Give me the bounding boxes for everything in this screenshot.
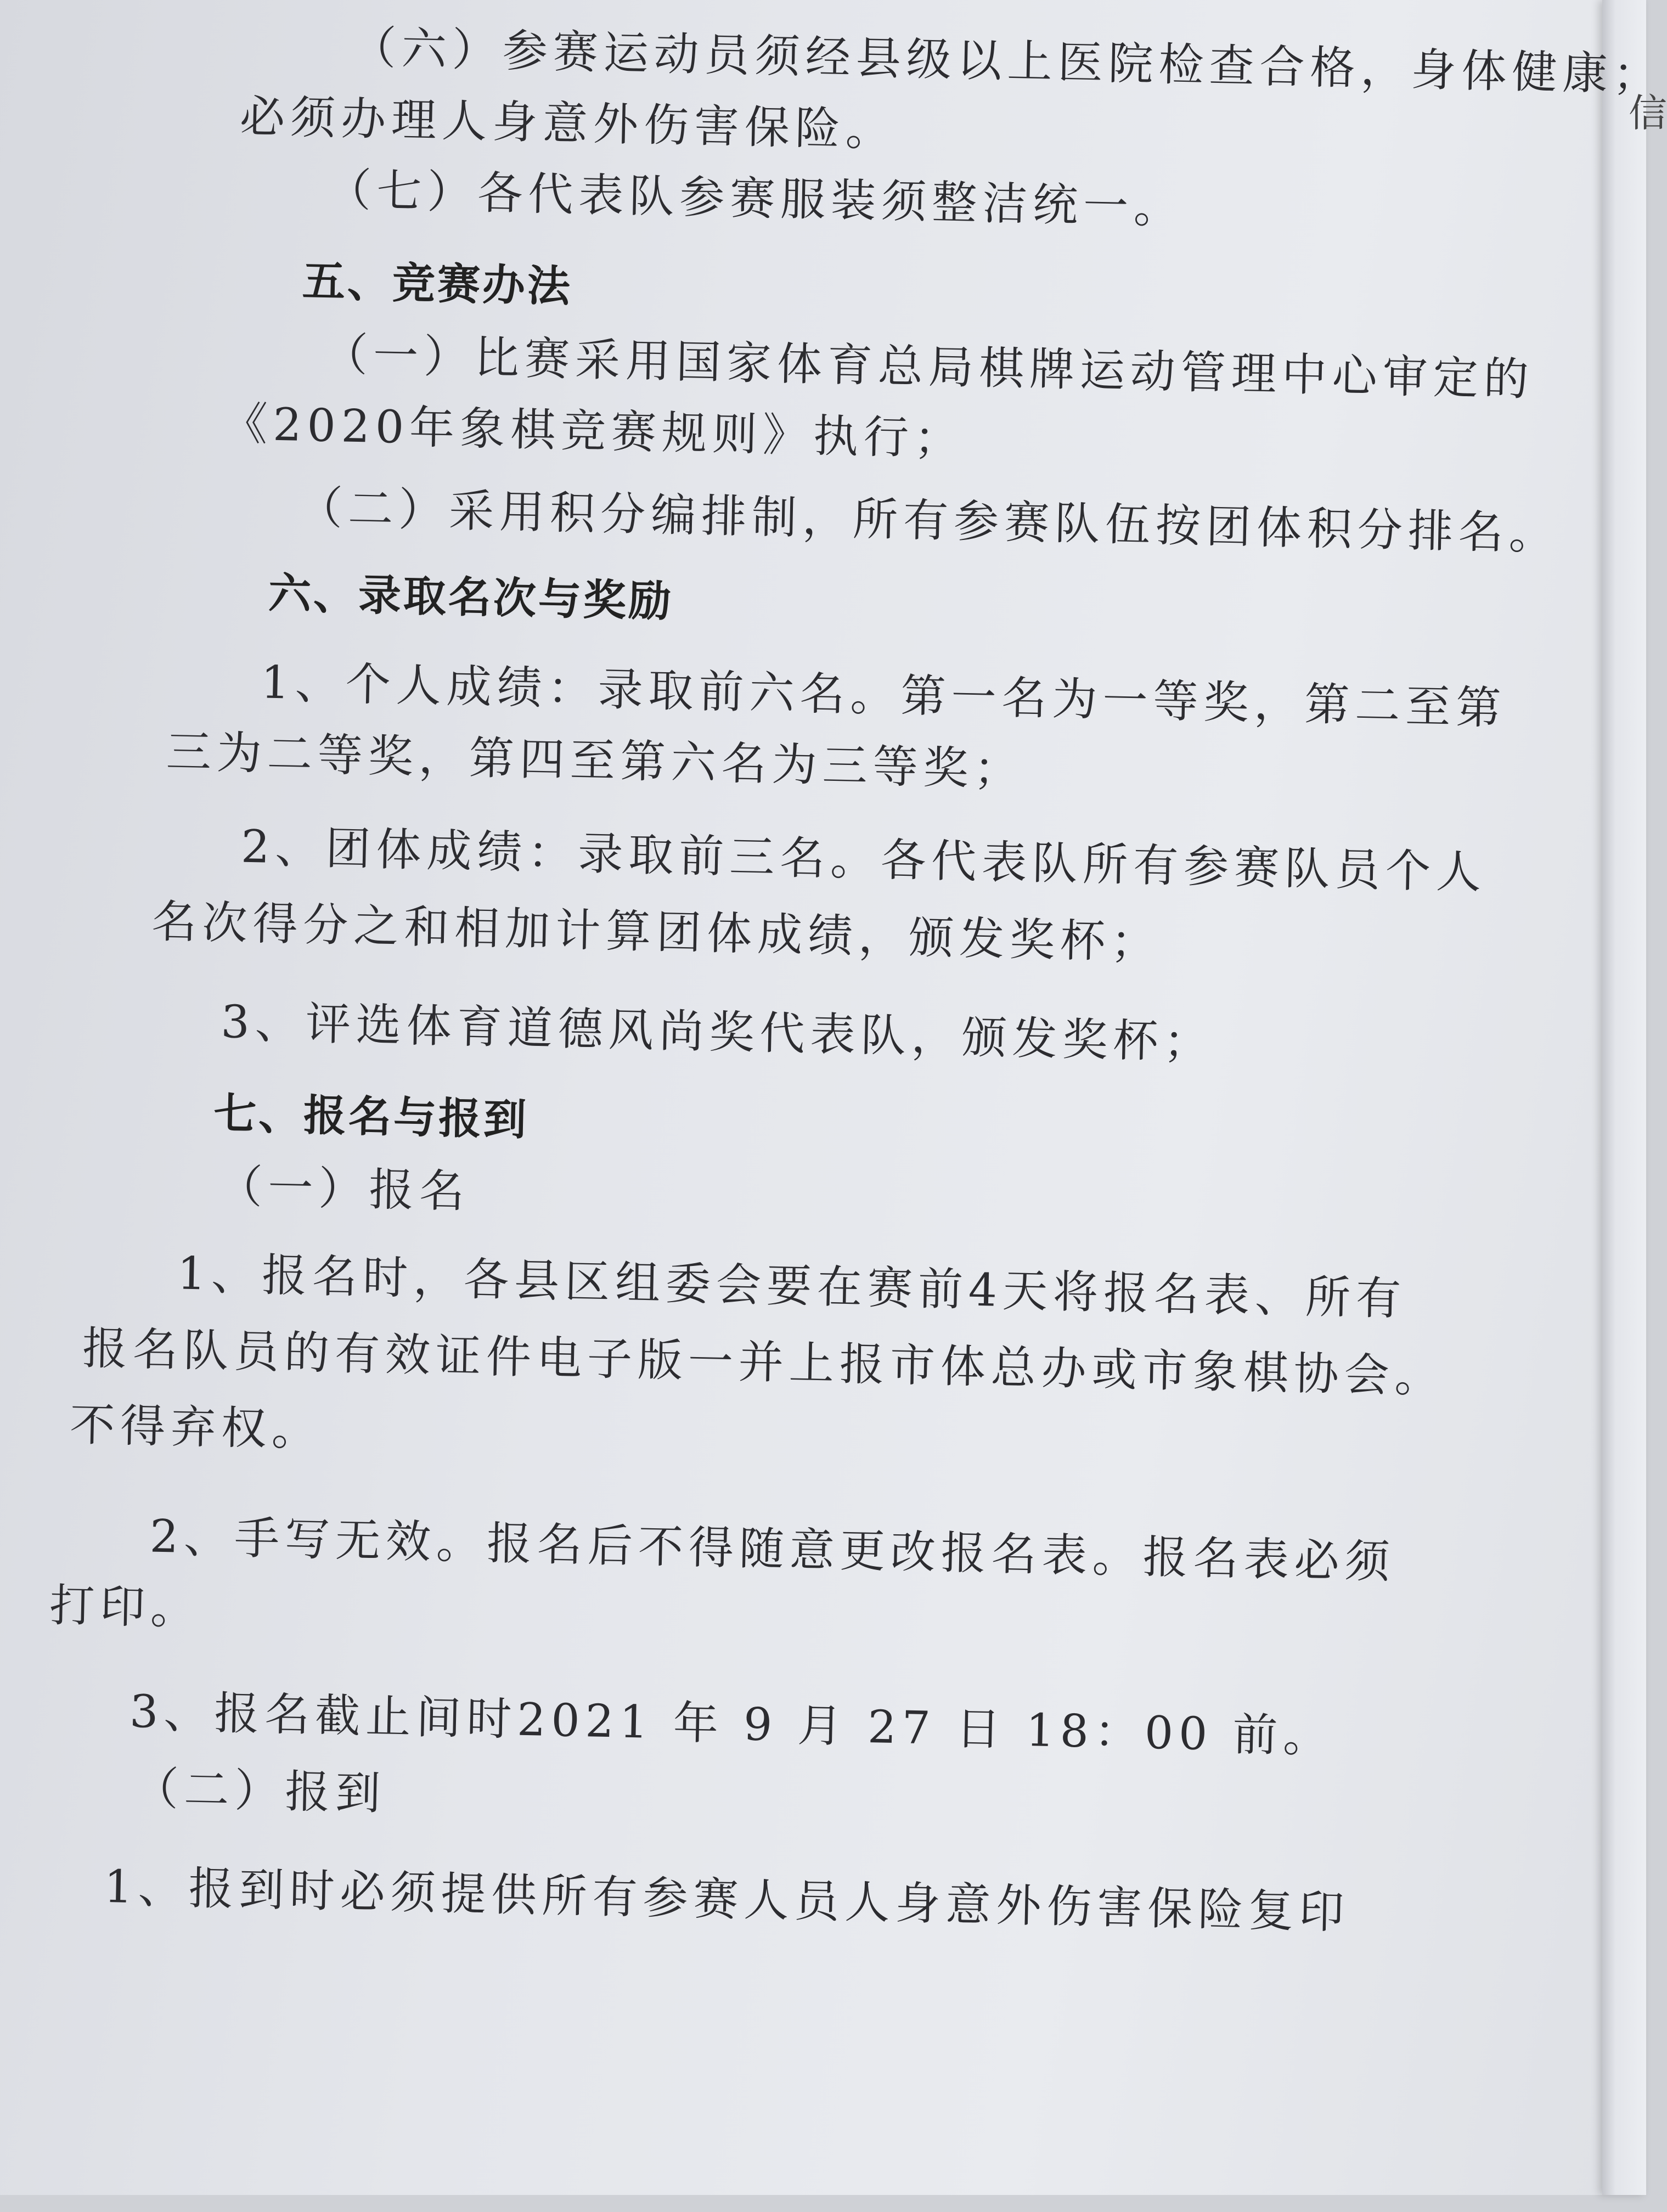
text-line: 三为二等奖，第四至第六名为三等奖； xyxy=(165,725,1025,796)
text-line: （一）比赛采用国家体育总局棋牌运动管理中心审定的 xyxy=(322,328,1535,406)
section-heading: 五、竞赛办法 xyxy=(301,256,573,312)
section-heading: 六、录取名次与奖励 xyxy=(268,569,674,627)
text-line: （二）采用积分编排制，所有参赛队伍按团体积分排名。 xyxy=(297,481,1560,560)
text-line: 必须办理人身意外伤害保险。 xyxy=(239,91,897,157)
text-line: 3、报名截止间时2021 年 9 月 27 日 18：00 前。 xyxy=(129,1685,1334,1763)
text-line: 《2020年象棋竞赛规则》执行； xyxy=(222,397,965,466)
text-line: 2、团体成绩：录取前三名。各代表队所有参赛队员个人 xyxy=(240,820,1488,899)
text-line: 2、手写无效。报名后不得随意更改报名表。报名表必须 xyxy=(149,1510,1396,1589)
text-line: 不得弃权。 xyxy=(69,1399,323,1457)
text-line: （二）报到 xyxy=(133,1762,387,1820)
text-line: 1、个人成绩：录取前六名。第一名为一等奖，第二至第 xyxy=(260,656,1507,735)
text-line: 打印。 xyxy=(49,1579,202,1635)
text-line: （一）报名 xyxy=(217,1160,471,1218)
text-line: （七）各代表队参赛服装须整洁统一。 xyxy=(325,164,1185,234)
adjacent-page-text: 信 xyxy=(1629,91,1667,136)
section-heading: 七、报名与报到 xyxy=(213,1089,529,1145)
text-line: 名次得分之和相加计算团体成绩，颁发奖杯； xyxy=(151,896,1162,969)
text-line: 1、报名时，各县区组委会要在赛前4天将报名表、所有 xyxy=(177,1247,1407,1326)
text-line: 3、评选体育道德风尚奖代表队，颁发奖杯； xyxy=(220,995,1215,1069)
text-line: 报名队员的有效证件电子版一并上报市体总办或市象棋协会。 xyxy=(82,1322,1446,1403)
text-line: 1、报到时必须提供所有参赛人员人身意外伤害保险复印 xyxy=(103,1860,1350,1939)
text-line: （六）参赛运动员须经县级以上医院检查合格，身体健康； xyxy=(350,21,1664,102)
